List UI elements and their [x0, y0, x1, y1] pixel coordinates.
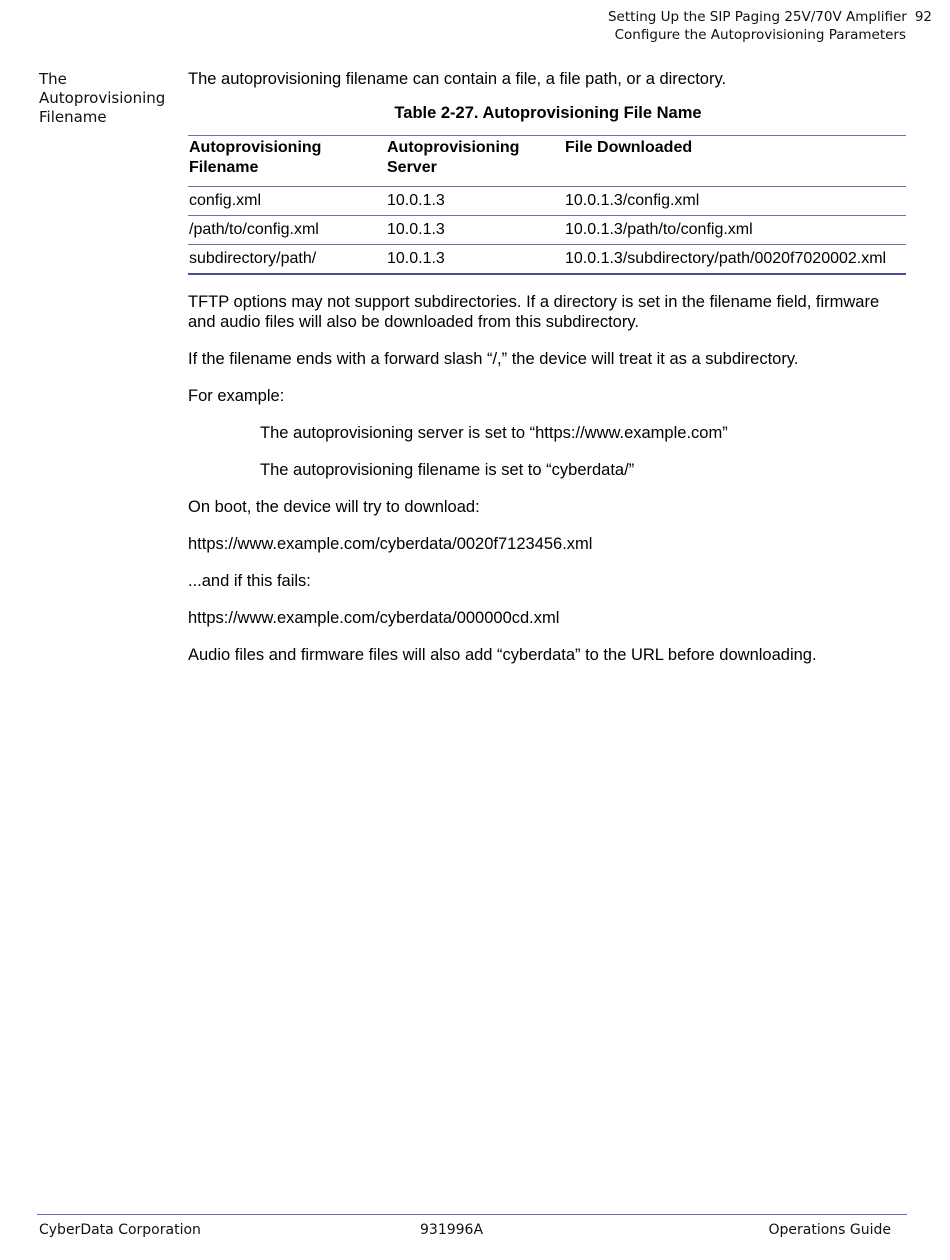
for-example-paragraph: For example:	[188, 387, 285, 405]
intro-paragraph: The autoprovisioning filename can contain a file, a file path, or a directory.	[188, 70, 727, 88]
forward-slash-paragraph: If the filename ends with a forward slash “/,” the device will treat it as a subdirectory.	[188, 350, 799, 368]
table-row	[188, 245, 906, 275]
example-server-line: The autoprovisioning server is set to “https://www.example.com”	[260, 424, 728, 442]
table-caption: Table 2-27. Autoprovisioning File Name	[394, 104, 702, 122]
autoprovisioning-filename-table	[188, 135, 906, 275]
footer-company: CyberData Corporation	[39, 1222, 201, 1238]
fallback-paragraph: ...and if this fails:	[188, 572, 311, 590]
footer-divider	[37, 1214, 907, 1215]
side-heading-line-1: The	[39, 70, 67, 88]
tftp-note-paragraph: TFTP options may not support subdirectories. If a directory is set in the filename field, firmware and audio files will also be downloaded from this subdirectory.	[188, 293, 880, 331]
first-url-line: https://www.example.com/cyberdata/0020f7123456.xml	[188, 535, 593, 553]
column-header-filename: Autoprovisioning Filename	[188, 136, 386, 187]
cell-server: 10.0.1.3	[386, 216, 564, 245]
audio-firmware-paragraph: Audio files and firmware files will also add “cyberdata” to the URL before downloading.	[188, 646, 817, 664]
cell-file-downloaded: 10.0.1.3/subdirectory/path/0020f7020002.xml	[564, 245, 906, 275]
side-heading-line-2: Autoprovisioning	[39, 89, 166, 107]
main-content	[188, 69, 908, 665]
cell-filename: /path/to/config.xml	[188, 216, 386, 245]
footer-document-number: 931996A	[420, 1222, 484, 1238]
header-section-title: Configure the Autoprovisioning Parameters	[614, 26, 906, 43]
side-heading-line-3: Filename	[39, 108, 107, 126]
header-line-1	[608, 9, 932, 27]
page-number: 92	[914, 9, 932, 25]
second-url-line: https://www.example.com/cyberdata/000000cd.xml	[188, 609, 560, 627]
cell-filename: config.xml	[188, 187, 386, 216]
table-header-row	[188, 136, 906, 187]
cell-filename: subdirectory/path/	[188, 245, 386, 275]
section-side-heading	[39, 70, 179, 127]
table-row	[188, 187, 906, 216]
header-chapter-title: Setting Up the SIP Paging 25V/70V Amplifier	[607, 9, 907, 25]
running-header	[608, 9, 932, 44]
cell-file-downloaded: 10.0.1.3/path/to/config.xml	[564, 216, 906, 245]
cell-server: 10.0.1.3	[386, 187, 564, 216]
cell-file-downloaded: 10.0.1.3/config.xml	[564, 187, 906, 216]
cell-server: 10.0.1.3	[386, 245, 564, 275]
column-header-file-downloaded: File Downloaded	[564, 136, 906, 187]
table-row	[188, 216, 906, 245]
column-header-server: Autoprovisioning Server	[386, 136, 564, 187]
example-filename-line: The autoprovisioning filename is set to “cyberdata/”	[260, 461, 635, 479]
on-boot-paragraph: On boot, the device will try to download:	[188, 498, 480, 516]
footer-guide-title: Operations Guide	[768, 1222, 891, 1238]
